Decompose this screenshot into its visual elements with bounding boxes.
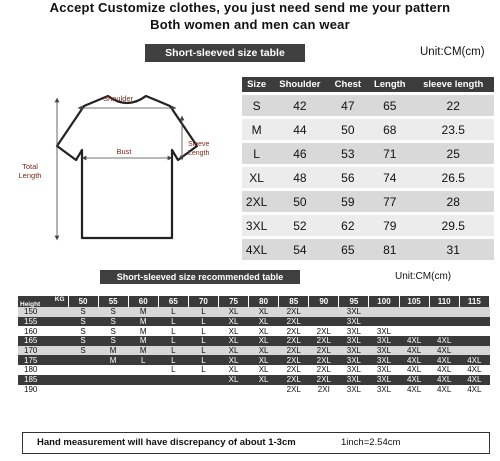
weight-header: 105 <box>399 296 429 307</box>
size-row <box>242 143 494 164</box>
recommended-size-cell: 4XL <box>429 385 459 395</box>
recommended-table-unit: Unit:CM(cm) <box>395 271 452 282</box>
weight-header: 50 <box>68 296 98 307</box>
recommended-size-cell: L <box>128 355 158 365</box>
recommended-size-cell: 4XL <box>399 365 429 375</box>
recommended-size-cell: 2XL <box>309 365 339 375</box>
size-cell: 59 <box>329 191 368 212</box>
recommended-size-cell: L <box>158 346 188 356</box>
recommended-table-title: Short-sleeved size recommended table <box>100 270 300 284</box>
weight-header: 95 <box>339 296 369 307</box>
recommended-size-cell: 2XL <box>279 307 309 317</box>
recommended-size-cell: 2XL <box>309 346 339 356</box>
height-cell: 155 <box>18 317 68 327</box>
size-row <box>242 191 494 212</box>
recommended-size-cell: S <box>68 317 98 327</box>
recommended-size-cell: M <box>128 346 158 356</box>
recommended-size-cell: 3XL <box>369 355 399 365</box>
tshirt-icon <box>57 96 197 238</box>
recommended-size-cell <box>429 326 459 336</box>
recommended-size-cell: 2XL <box>309 375 339 385</box>
recommended-size-cell: 3XL <box>369 365 399 375</box>
size-cell: 81 <box>367 239 412 260</box>
size-col-header: sleeve length <box>412 77 494 92</box>
recommended-size-cell: 4XL <box>429 336 459 346</box>
recommended-size-cell: XL <box>249 346 279 356</box>
weight-header: 100 <box>369 296 399 307</box>
recommended-size-cell: XL <box>249 355 279 365</box>
recommended-size-cell: M <box>128 326 158 336</box>
sleeve-label-1: Sleeve <box>188 141 210 148</box>
recommended-row <box>18 375 490 385</box>
recommended-size-cell: 4XL <box>399 375 429 385</box>
recommended-size-cell <box>68 385 98 395</box>
recommended-row <box>18 346 490 356</box>
size-cell: S <box>242 95 271 116</box>
recommended-size-cell: 4XL <box>399 336 429 346</box>
recommended-size-cell: XL <box>249 317 279 327</box>
recommended-size-cell: L <box>158 307 188 317</box>
recommended-size-cell: M <box>128 336 158 346</box>
recommended-size-cell <box>98 375 128 385</box>
size-table <box>242 74 494 263</box>
recommended-size-cell <box>128 365 158 375</box>
weight-header: 85 <box>279 296 309 307</box>
recommended-size-cell: 4XL <box>399 385 429 395</box>
recommended-size-cell: L <box>158 317 188 327</box>
size-row <box>242 239 494 260</box>
recommended-size-cell: XL <box>218 317 248 327</box>
recommended-size-cell <box>309 317 339 327</box>
size-cell: 2XL <box>242 191 271 212</box>
recommended-size-cell <box>369 317 399 327</box>
recommended-size-cell: 2XL <box>309 336 339 346</box>
recommended-row <box>18 317 490 327</box>
recommended-size-cell: 4XL <box>399 355 429 365</box>
recommended-size-cell: S <box>98 307 128 317</box>
recommended-size-cell <box>98 385 128 395</box>
recommended-size-cell: XL <box>249 307 279 317</box>
size-cell: 47 <box>329 95 368 116</box>
recommended-size-cell: S <box>68 326 98 336</box>
weight-header: 115 <box>459 296 489 307</box>
recommended-size-cell <box>188 375 218 385</box>
recommended-size-cell: 3XL <box>369 385 399 395</box>
weight-header: 75 <box>218 296 248 307</box>
height-cell: 190 <box>18 385 68 395</box>
recommended-size-cell: XL <box>218 365 248 375</box>
recommended-size-cell: M <box>128 307 158 317</box>
size-cell: 29.5 <box>412 215 494 236</box>
recommended-size-cell <box>68 355 98 365</box>
size-cell: 31 <box>412 239 494 260</box>
recommended-size-cell <box>218 385 248 395</box>
recommended-size-cell: 2XL <box>279 375 309 385</box>
recommended-row <box>18 365 490 375</box>
recommended-size-cell: S <box>98 317 128 327</box>
size-cell: 65 <box>367 95 412 116</box>
weight-header: 110 <box>429 296 459 307</box>
size-cell: 22 <box>412 95 494 116</box>
recommended-size-cell <box>249 385 279 395</box>
size-table-header <box>242 77 494 92</box>
recommended-size-cell: S <box>98 326 128 336</box>
size-cell: 26.5 <box>412 167 494 188</box>
recommended-size-cell: 3XL <box>339 355 369 365</box>
recommended-size-cell: S <box>98 336 128 346</box>
recommended-row <box>18 336 490 346</box>
size-col-header: Length <box>367 77 412 92</box>
size-row <box>242 119 494 140</box>
recommended-size-cell <box>128 375 158 385</box>
recommended-size-cell: 4XL <box>459 365 489 375</box>
recommended-size-cell: L <box>188 326 218 336</box>
size-cell: XL <box>242 167 271 188</box>
recommended-size-cell <box>459 346 489 356</box>
size-cell: 42 <box>271 95 328 116</box>
recommended-size-cell: L <box>188 355 218 365</box>
size-cell: M <box>242 119 271 140</box>
recommended-size-cell: XL <box>249 375 279 385</box>
size-cell: 4XL <box>242 239 271 260</box>
recommended-size-cell: 4XL <box>459 375 489 385</box>
height-cell: 160 <box>18 326 68 336</box>
recommended-size-cell: L <box>188 317 218 327</box>
shoulder-label: Shoulder <box>102 94 134 103</box>
recommended-size-cell: 3XL <box>339 317 369 327</box>
recommended-size-cell <box>459 326 489 336</box>
recommended-size-cell: S <box>68 307 98 317</box>
recommended-size-table <box>18 296 490 394</box>
recommended-size-cell: 3XL <box>369 346 399 356</box>
recommended-size-cell <box>128 385 158 395</box>
recommended-size-cell <box>399 307 429 317</box>
recommended-size-cell: XL <box>218 355 248 365</box>
height-cell: 185 <box>18 375 68 385</box>
recommended-size-cell <box>429 317 459 327</box>
corner-kg: KG <box>54 296 65 303</box>
size-cell: 68 <box>367 119 412 140</box>
size-cell: 77 <box>367 191 412 212</box>
size-cell: 65 <box>329 239 368 260</box>
recommended-size-cell: 2XL <box>279 385 309 395</box>
size-cell: 79 <box>367 215 412 236</box>
recommended-size-cell <box>188 385 218 395</box>
height-cell: 180 <box>18 365 68 375</box>
recommended-size-cell: XL <box>249 365 279 375</box>
recommended-size-cell: 2XL <box>279 346 309 356</box>
recommended-size-cell: XL <box>249 326 279 336</box>
page-header <box>0 0 500 36</box>
recommended-size-cell: 3XL <box>369 336 399 346</box>
size-cell: 23.5 <box>412 119 494 140</box>
recommended-size-cell <box>309 307 339 317</box>
recommended-size-cell: S <box>68 336 98 346</box>
recommended-size-cell: 2XL <box>309 355 339 365</box>
recommended-size-cell: 2XL <box>279 336 309 346</box>
recommended-size-cell <box>459 307 489 317</box>
recommended-size-cell: 3XL <box>339 336 369 346</box>
weight-header: 55 <box>98 296 128 307</box>
recommended-size-cell: 3XL <box>339 375 369 385</box>
recommended-size-cell: XL <box>218 336 248 346</box>
recommended-size-cell: M <box>98 355 128 365</box>
size-cell: 50 <box>329 119 368 140</box>
recommended-size-cell: 4XL <box>429 355 459 365</box>
recommended-size-cell <box>399 317 429 327</box>
recommended-size-cell: 2XL <box>279 365 309 375</box>
total-length-label-2: Length <box>18 171 42 180</box>
recommended-size-cell: L <box>188 365 218 375</box>
recommended-size-cell: XL <box>218 326 248 336</box>
measurement-note: Hand measurement will have discrepancy of about 1-3cm <box>37 437 296 448</box>
header-line-2: Both women and men can wear <box>150 17 350 32</box>
recommended-size-cell: XL <box>249 336 279 346</box>
tshirt-measurement-diagram <box>12 88 222 253</box>
size-cell: 62 <box>329 215 368 236</box>
recommended-size-cell: 3XL <box>339 365 369 375</box>
recommended-row <box>18 326 490 336</box>
size-col-header: Shoulder <box>271 77 328 92</box>
recommended-size-cell: 3XL <box>339 346 369 356</box>
size-cell: 50 <box>271 191 328 212</box>
recommended-size-cell: XL <box>218 346 248 356</box>
recommended-size-cell: XL <box>218 307 248 317</box>
size-cell: 3XL <box>242 215 271 236</box>
recommended-size-cell: L <box>158 326 188 336</box>
recommended-size-cell: 4XL <box>429 375 459 385</box>
recommended-size-cell: 3XL <box>369 326 399 336</box>
recommended-size-cell: L <box>158 336 188 346</box>
height-cell: 150 <box>18 307 68 317</box>
recommended-size-cell: 2XL <box>309 326 339 336</box>
recommended-size-cell: 3XL <box>339 385 369 395</box>
weight-header: 70 <box>188 296 218 307</box>
recommended-size-cell: L <box>188 346 218 356</box>
size-table-unit: Unit:CM(cm) <box>420 46 485 58</box>
recommended-row <box>18 385 490 395</box>
size-cell: 48 <box>271 167 328 188</box>
recommended-size-cell: 2XI <box>309 385 339 395</box>
size-cell: L <box>242 143 271 164</box>
recommended-size-cell: 2XL <box>279 355 309 365</box>
recommended-size-cell <box>158 375 188 385</box>
recommended-size-cell: 4XL <box>459 385 489 395</box>
recommended-size-cell <box>68 375 98 385</box>
corner-height: Height <box>20 301 41 307</box>
recommended-size-cell: M <box>128 317 158 327</box>
size-cell: 56 <box>329 167 368 188</box>
size-cell: 46 <box>271 143 328 164</box>
recommended-size-cell: L <box>158 365 188 375</box>
size-cell: 28 <box>412 191 494 212</box>
recommended-size-cell <box>459 317 489 327</box>
recommended-size-cell <box>369 307 399 317</box>
recommended-size-cell: 2XL <box>279 317 309 327</box>
recommended-size-cell <box>459 336 489 346</box>
recommended-size-cell: 3XL <box>339 326 369 336</box>
recommended-size-cell: 3XL <box>369 375 399 385</box>
size-row <box>242 95 494 116</box>
sleeve-label-2: Length <box>188 150 210 157</box>
recommended-size-cell: 4XL <box>459 355 489 365</box>
recommended-size-cell: XL <box>218 375 248 385</box>
recommended-size-cell <box>98 365 128 375</box>
recommended-row <box>18 355 490 365</box>
recommended-size-cell: L <box>158 355 188 365</box>
size-cell: 71 <box>367 143 412 164</box>
recommended-size-cell <box>399 326 429 336</box>
recommended-size-cell: 3XL <box>339 307 369 317</box>
size-row <box>242 215 494 236</box>
height-cell: 175 <box>18 355 68 365</box>
bust-label: Bust <box>116 147 132 156</box>
footer-note-box <box>22 432 490 454</box>
recommended-size-cell: 2XL <box>279 326 309 336</box>
size-table-title: Short-sleeved size table <box>145 44 305 62</box>
size-cell: 52 <box>271 215 328 236</box>
recommended-size-cell: 4XL <box>429 365 459 375</box>
weight-header: 60 <box>128 296 158 307</box>
table-corner <box>18 296 68 307</box>
recommended-size-cell <box>158 385 188 395</box>
recommended-size-cell: 4XL <box>399 346 429 356</box>
size-col-header: Chest <box>329 77 368 92</box>
recommended-size-cell <box>429 307 459 317</box>
recommended-size-cell <box>68 365 98 375</box>
recommended-size-cell: 4XL <box>429 346 459 356</box>
size-cell: 54 <box>271 239 328 260</box>
recommended-size-cell: L <box>188 336 218 346</box>
size-row <box>242 167 494 188</box>
total-length-label-1: Total <box>22 162 38 171</box>
weight-header: 90 <box>309 296 339 307</box>
height-cell: 170 <box>18 346 68 356</box>
weight-header: 65 <box>158 296 188 307</box>
size-cell: 25 <box>412 143 494 164</box>
recommended-row <box>18 307 490 317</box>
height-cell: 165 <box>18 336 68 346</box>
size-cell: 44 <box>271 119 328 140</box>
recommended-size-cell: L <box>188 307 218 317</box>
weight-header-row <box>18 296 490 307</box>
size-col-header: Size <box>242 77 271 92</box>
weight-header: 80 <box>249 296 279 307</box>
header-line-1: Accept Customize clothes, you just need send me your pattern <box>49 0 451 15</box>
recommended-size-cell: M <box>98 346 128 356</box>
inch-conversion: 1inch=2.54cm <box>341 437 401 448</box>
recommended-size-cell: S <box>68 346 98 356</box>
size-cell: 53 <box>329 143 368 164</box>
size-cell: 74 <box>367 167 412 188</box>
